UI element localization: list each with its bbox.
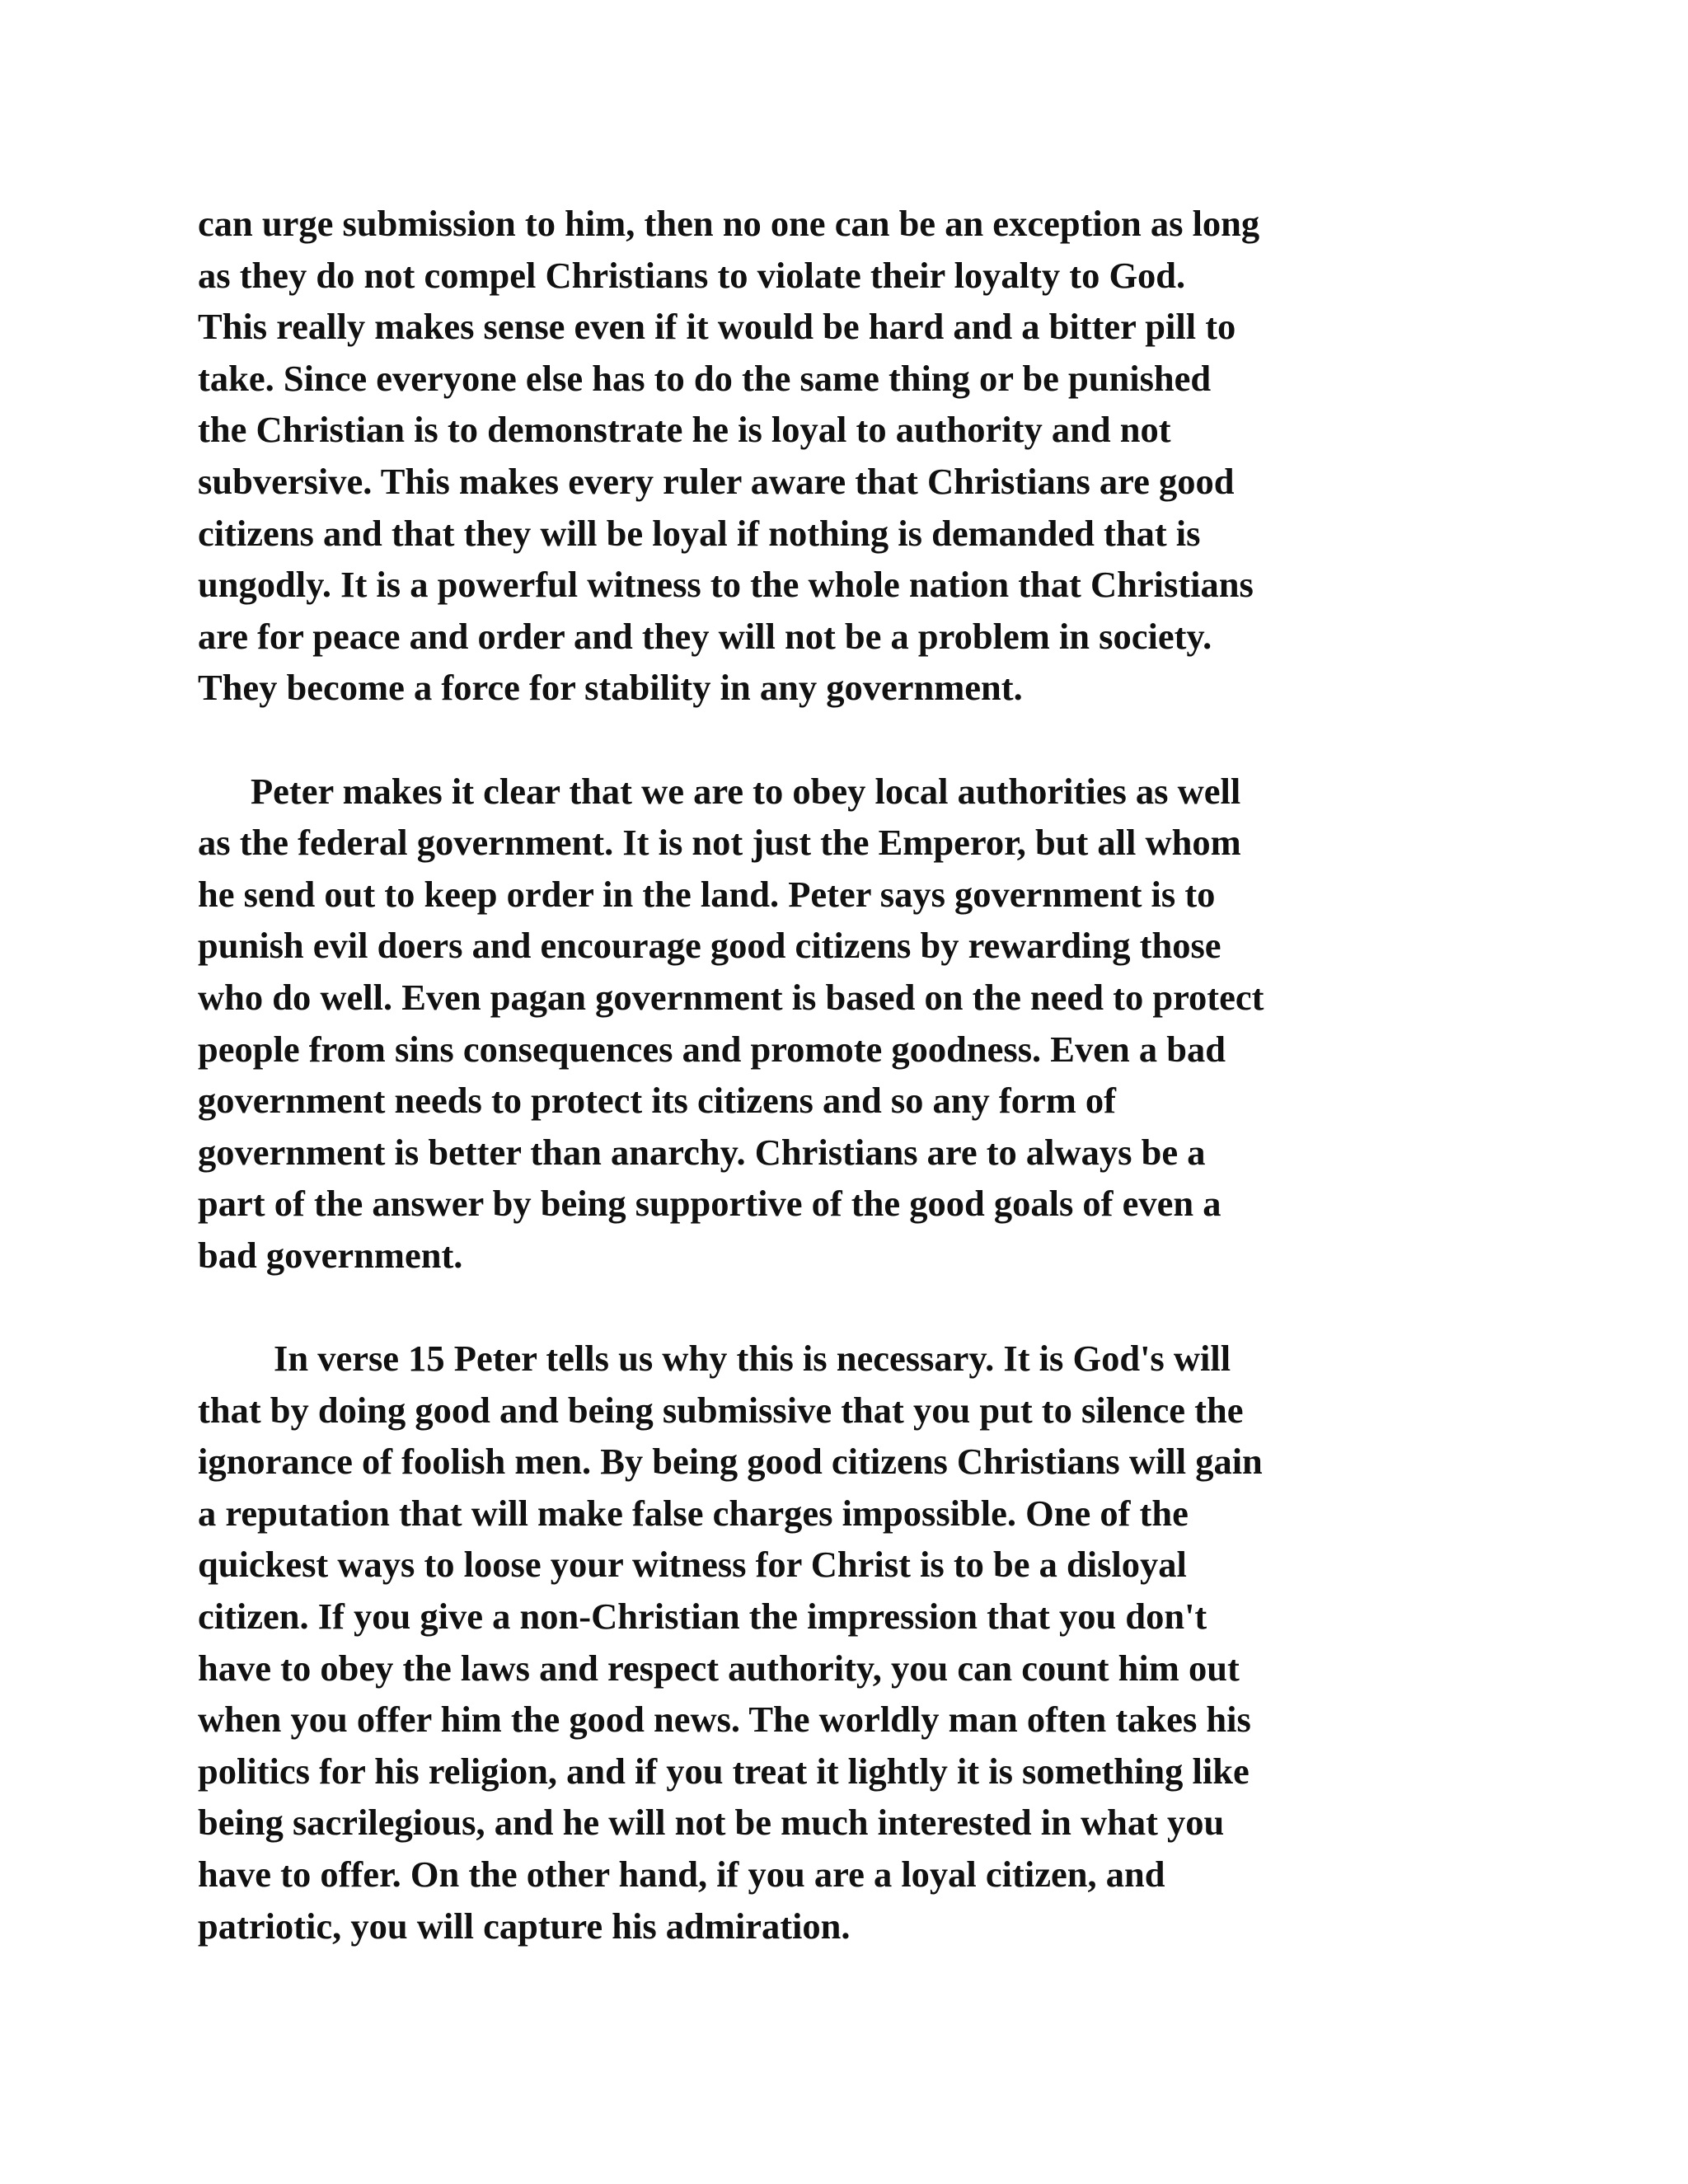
paragraph-line: he send out to keep order in the land. Peter says government is to [198, 873, 1216, 915]
paragraph-line: can urge submission to him, then no one can be an exception as long [198, 203, 1260, 244]
paragraph-line: as they do not compel Christians to violate their loyalty to God. [198, 254, 1186, 296]
paragraph-line: when you offer him the good news. The worldly man often takes his [198, 1699, 1251, 1741]
paragraph-line: who do well. Even pagan government is based on the need to protect [198, 976, 1264, 1018]
paragraph-line: patriotic, you will capture his admiration. [198, 1905, 851, 1947]
paragraph-line: quickest ways to loose your witness for Christ is to be a disloyal [198, 1544, 1187, 1586]
paragraph-line: bad government. [198, 1234, 463, 1276]
paragraph-line: citizens and that they will be loyal if nothing is demanded that is [198, 512, 1201, 554]
paragraph-line: politics for his religion, and if you treat it lightly it is something like [198, 1750, 1250, 1792]
body-text [198, 198, 1500, 1952]
paragraph-line: In verse 15 Peter tells us why this is necessary. It is God's will [274, 1338, 1231, 1380]
paragraph-line: as the federal government. It is not just the Emperor, but all whom [198, 822, 1241, 864]
paragraph-line: a reputation that will make false charges impossible. One of the [198, 1492, 1189, 1534]
paragraph-line: being sacrilegious, and he will not be much interested in what you [198, 1802, 1225, 1844]
paragraph-line: people from sins consequences and promote goodness. Even a bad [198, 1028, 1226, 1070]
paragraph-line: Peter makes it clear that we are to obey local authorities as well [251, 770, 1241, 812]
paragraph-line: They become a force for stability in any government. [198, 667, 1023, 709]
paragraph-line: citizen. If you give a non-Christian the impression that you don't [198, 1596, 1207, 1638]
paragraph-3 [198, 1333, 1500, 1952]
paragraph-line: ungodly. It is a powerful witness to the whole nation that Christians [198, 564, 1254, 606]
paragraph-line: take. Since everyone else has to do the same thing or be punished [198, 357, 1212, 399]
paragraph-line: part of the answer by being supportive of the good goals of even a [198, 1183, 1221, 1225]
paragraph-1 [198, 198, 1500, 714]
paragraph-line: This really makes sense even if it would be hard and a bitter pill to [198, 306, 1236, 348]
paragraph-line: the Christian is to demonstrate he is loyal to authority and not [198, 409, 1171, 451]
paragraph-line: ignorance of foolish men. By being good citizens Christians will gain [198, 1441, 1263, 1483]
paragraph-gap [198, 714, 1500, 766]
paragraph-line: government needs to protect its citizens and so any form of [198, 1080, 1116, 1122]
paragraph-line: are for peace and order and they will not be a problem in society. [198, 615, 1212, 657]
paragraph-gap [198, 1281, 1500, 1333]
paragraph-line: subversive. This makes every ruler aware that Christians are good [198, 460, 1235, 502]
paragraph-line: government is better than anarchy. Christians are to always be a [198, 1131, 1206, 1173]
paragraph-line: that by doing good and being submissive that you put to silence the [198, 1389, 1244, 1431]
paragraph-2 [198, 766, 1500, 1282]
paragraph-line: have to obey the laws and respect authority, you can count him out [198, 1647, 1240, 1689]
paragraph-line: have to offer. On the other hand, if you are a loyal citizen, and [198, 1854, 1165, 1895]
paragraph-line: punish evil doers and encourage good citizens by rewarding those [198, 925, 1221, 967]
